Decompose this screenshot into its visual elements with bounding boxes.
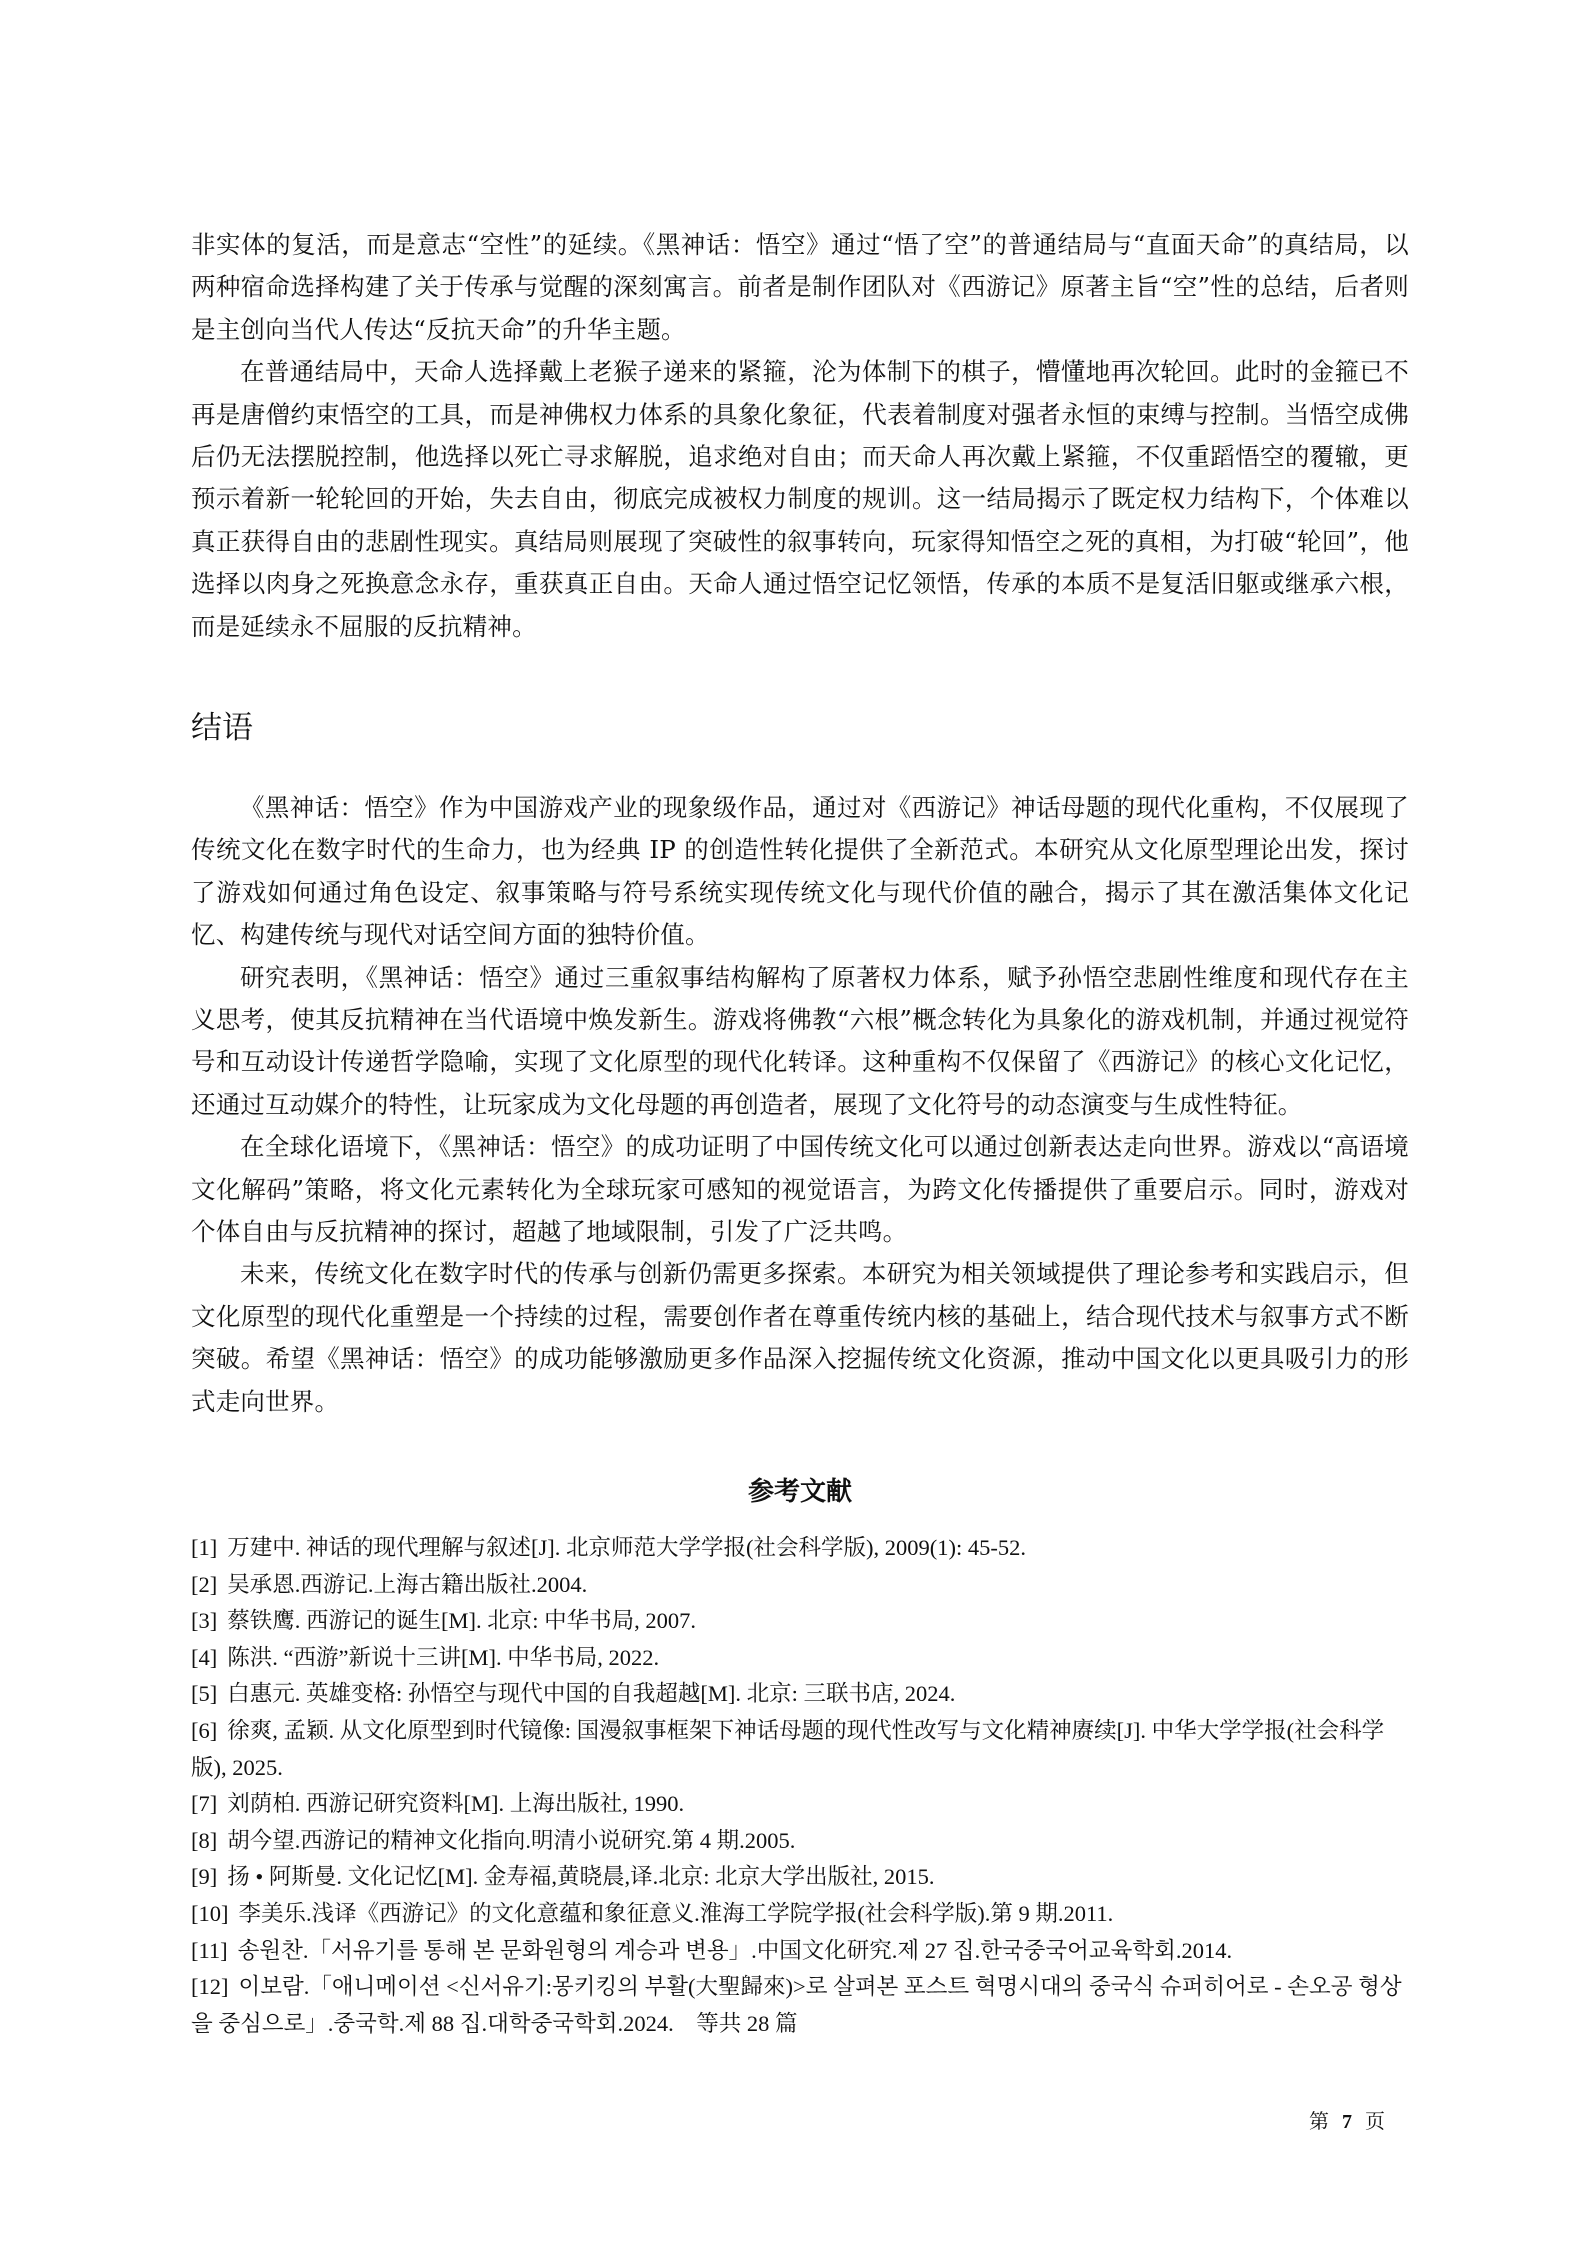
- reference-text: 扬 • 阿斯曼. 文化记忆[M]. 金寿福,黄晓晨,译.北京: 北京大学出版社, 2015.: [227, 1864, 935, 1890]
- reference-number: [4]: [191, 1644, 218, 1670]
- conclusion-heading: 结语: [191, 710, 253, 746]
- reference-text: 白惠元. 英雄变格: 孙悟空与现代中国的自我超越[M]. 北京: 三联书店, 2024.: [227, 1681, 956, 1707]
- reference-number: [7]: [191, 1791, 218, 1817]
- reference-number: [3]: [191, 1608, 218, 1634]
- reference-number: [8]: [191, 1827, 218, 1853]
- reference-item: [191, 1640, 1409, 1677]
- reference-item: [191, 1603, 1409, 1640]
- reference-text: 蔡铁鹰. 西游记的诞生[M]. 北京: 中华书局, 2007.: [227, 1608, 696, 1634]
- reference-text: 徐爽, 孟颖. 从文化原型到时代镜像: 国漫叙事框架下神话母题的现代性改写与文化精神赓续[J]. 中华大学学报(社会科学版), 2025.: [191, 1717, 1385, 1780]
- reference-item: [191, 1896, 1409, 1933]
- reference-item: [191, 1676, 1409, 1713]
- reference-number: [9]: [191, 1864, 218, 1890]
- conclusion-paragraph: 《黑神话：悟空》作为中国游戏产业的现象级作品，通过对《西游记》神话母题的现代化重构，不仅展现了传统文化在数字时代的生命力，也为经典 IP 的创造性转化提供了全新范式。本研究从文化原型理论出发，探讨了游戏如何通过角色设定、叙事策略与符号系统实现传统文化与现代价值的融合，揭示了其在激活集体文化记忆、构建传统与现代对话空间方面的独特价值。: [191, 793, 1409, 950]
- reference-number: [1]: [191, 1535, 218, 1560]
- reference-number: [12]: [191, 1974, 229, 2000]
- reference-text: 吴承恩.西游记.上海古籍出版社.2004.: [227, 1571, 588, 1597]
- reference-number: [10]: [191, 1900, 229, 1926]
- conclusion-paragraph: 在全球化语境下，《黑神话：悟空》的成功证明了中国传统文化可以通过创新表达走向世界。游戏以“高语境文化解码”策略，将文化元素转化为全球玩家可感知的视觉语言，为跨文化传播提供了重要启示。同时，游戏对个体自由与反抗精神的探讨，超越了地域限制，引发了广泛共鸣。: [191, 1132, 1409, 1247]
- reference-number: [11]: [191, 1937, 228, 1963]
- reference-item: [191, 1969, 1409, 2042]
- reference-text: 송원찬.「서유기를 통해 본 문화원형의 계승과 변용」.中国文化研究.제 27 집.한국중국어교육학회.2014.: [237, 1937, 1233, 1963]
- reference-text: 李美乐.浅译《西游记》的文化意蕴和象征意义.淮海工学院学报(社会科学版).第 9 期.2011.: [238, 1900, 1114, 1926]
- conclusion-paragraph: 未来，传统文化在数字时代的传承与创新仍需更多探索。本研究为相关领域提供了理论参考和实践启示，但文化原型的现代化重塑是一个持续的过程，需要创作者在尊重传统内核的基础上，结合现代技术与叙事方式不断突破。希望《黑神话：悟空》的成功能够激励更多作品深入挖掘传统文化资源，推动中国文化以更具吸引力的形式走向世界。: [191, 1259, 1409, 1416]
- reference-number: [6]: [191, 1717, 218, 1743]
- conclusion-paragraph: 研究表明，《黑神话：悟空》通过三重叙事结构解构了原著权力体系，赋予孙悟空悲剧性维度和现代存在主义思考，使其反抗精神在当代语境中焕发新生。游戏将佛教“六根”概念转化为具象化的游戏机制，并通过视觉符号和互动设计传递哲学隐喻，实现了文化原型的现代化转译。这种重构不仅保留了《西游记》的核心文化记忆，还通过互动媒介的特性，让玩家成为文化母题的再创造者，展现了文化符号的动态演变与生成性特征。: [191, 962, 1409, 1119]
- reference-text: 이보람.「애니메이션 <신서유기:몽키킹의 부활(大聖歸來)>로 살펴본 포스트 혁명시대의 중국식 슈퍼히어로 - 손오공 형상을 중심으로」.중국학.제 88 집.대학중국학회.2024. 等共 28 篇: [191, 1974, 1402, 2036]
- references-list: [191, 1530, 1409, 2042]
- reference-text: 刘荫柏. 西游记研究资料[M]. 上海出版社, 1990.: [227, 1791, 685, 1817]
- reference-item: [191, 1823, 1409, 1860]
- reference-number: [5]: [191, 1681, 218, 1707]
- reference-item: [191, 1859, 1409, 1896]
- body-paragraph: 非实体的复活，而是意志“空性”的延续。《黑神话：悟空》通过“悟了空”的普通结局与“直面天命”的真结局，以两种宿命选择构建了关于传承与觉醒的深刻寓言。前者是制作团队对《西游记》原著主旨“空”性的总结，后者则是主创向当代人传达“反抗天命”的升华主题。: [191, 230, 1409, 344]
- reference-item: [191, 1713, 1409, 1786]
- page-number: [1309, 2105, 1389, 2134]
- page-suffix: 页: [1365, 2111, 1389, 2133]
- page-number-value: 7: [1342, 2111, 1356, 2133]
- reference-item: [191, 1567, 1409, 1604]
- reference-text: 胡今望.西游记的精神文化指向.明清小说研究.第 4 期.2005.: [227, 1827, 796, 1853]
- reference-item: [191, 1530, 1409, 1567]
- body-continuation: [191, 224, 1409, 648]
- conclusion-body: [191, 787, 1409, 1423]
- references-heading: 参考文献: [747, 1477, 852, 1507]
- reference-item: [191, 1786, 1409, 1823]
- reference-text: 陈洪. “西游”新说十三讲[M]. 中华书局, 2022.: [227, 1644, 660, 1670]
- page-prefix: 第: [1309, 2111, 1333, 2133]
- body-paragraph: 在普通结局中，天命人选择戴上老猴子递来的紧箍，沦为体制下的棋子，懵懂地再次轮回。此时的金箍已不再是唐僧约束悟空的工具，而是神佛权力体系的具象化象征，代表着制度对强者永恒的束缚与控制。当悟空成佛后仍无法摆脱控制，他选择以死亡寻求解脱，追求绝对自由；而天命人再次戴上紧箍，不仅重蹈悟空的覆辙，更预示着新一轮轮回的开始，失去自由，彻底完成被权力制度的规训。这一结局揭示了既定权力结构下，个体难以真正获得自由的悲剧性现实。真结局则展现了突破性的叙事转向，玩家得知悟空之死的真相，为打破“轮回”，他选择以肉身之死换意念永存，重获真正自由。天命人通过悟空记忆领悟，传承的本质不是复活旧躯或继承六根，而是延续永不屈服的反抗精神。: [191, 357, 1409, 641]
- reference-number: [2]: [191, 1571, 218, 1597]
- reference-text: 万建中. 神话的现代理解与叙述[J]. 北京师范大学学报(社会科学版), 2009(1): 45-52.: [227, 1535, 1026, 1560]
- reference-item: [191, 1933, 1409, 1970]
